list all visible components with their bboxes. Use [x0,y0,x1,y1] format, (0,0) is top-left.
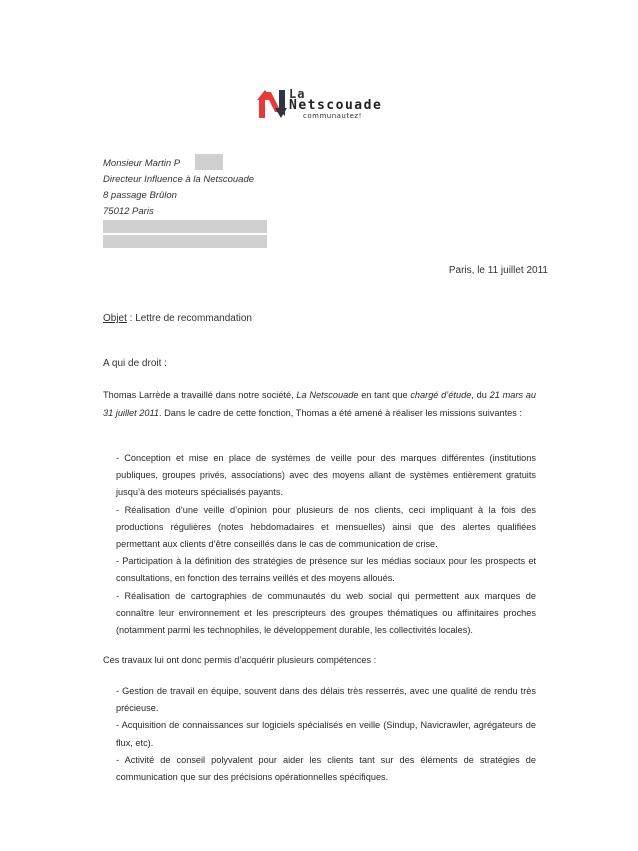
skill-item: - Gestion de travail en équipe, souvent dans des délais très resserrés, avec une qualité de rendu très précieuse. [116,686,536,714]
subject-line [103,313,252,324]
intro-text: en tant que [358,390,411,400]
recipient-address [103,156,254,220]
missions-list [116,450,536,639]
redaction-block [103,220,267,233]
recipient-title: Directeur Influence à la Netscouade [103,174,255,185]
skills-list [116,683,536,786]
subject-label: Objet [103,313,127,324]
letter-date: Paris, le 11 juillet 2011 [448,265,548,276]
skills-intro: Ces travaux lui ont donc permis d’acquérir plusieurs compétences : [103,655,377,665]
logo-line-netscouade: Netscouade [289,98,383,113]
employment-dates: 21 mars au 31 juillet 2011 [103,390,536,418]
skill-item: - Activité de conseil polyvalent pour aider les clients tant sur des éléments de stratégies de communication que sur des précisions opérationnelles spécifiques. [116,754,536,783]
greeting: A qui de droit : [103,358,167,369]
intro-text: , du [471,390,490,400]
redaction-block [195,154,223,170]
mission-item: - Réalisation d’une veille d’opinion pour plusieurs de nos clients, ceci impliquant à la fois des productions régulières (notes hebdomadaires et mensuelles) ainsi que des alertes qualifiées permettant aux clients d’être conseillés dans le cas de communication de crise. [116,504,536,550]
job-role: chargé d’étude [410,390,472,400]
mission-item: - Réalisation de cartographies de communautés du web social qui permettent aux marques de connaître leur environnement et les prescripteurs des groupes thématiques ou affinitaires proches (notamment parmi les technophiles, le développement durable, les collectivités locales). [116,590,536,636]
recipient-city: 75012 Paris [103,206,154,217]
logo-tagline: communautez! [303,112,362,120]
recipient-street: 8 passage Brûlon [103,190,177,201]
intro-paragraph [103,387,536,422]
mission-item: - Conception et mise en place de systèmes de veille pour des marques différentes (institutions publiques, groupes privés, associations) avec des moyens allant de systèmes entièrement gratuits jusqu’à des moteurs spécialisés payants. [116,453,536,498]
redaction-block [103,235,267,248]
recipient-name: Monsieur Martin P [103,158,181,169]
netscouade-logo [257,88,407,128]
intro-text: Thomas Larrède a travaillé dans notre société, [103,390,297,400]
logo-line-la: La [289,87,306,101]
netscouade-n-logo-icon [257,88,287,120]
intro-text: . Dans le cadre de cette fonction, Thomas a été amené à réaliser les missions suivantes : [159,407,522,418]
subject-text: : Lettre de recommandation [126,313,252,324]
skill-item: - Acquisition de connaissances sur logiciels spécialisés en veille (Sindup, Navicrawler, agrégateurs de flux, etc). [116,720,536,748]
company-name: La Netscouade [296,390,359,400]
mission-item: - Participation à la définition des stratégies de présence sur les médias sociaux pour les prospects et consultations, en fonction des terrains veillés et des moyens alloués. [116,556,536,584]
